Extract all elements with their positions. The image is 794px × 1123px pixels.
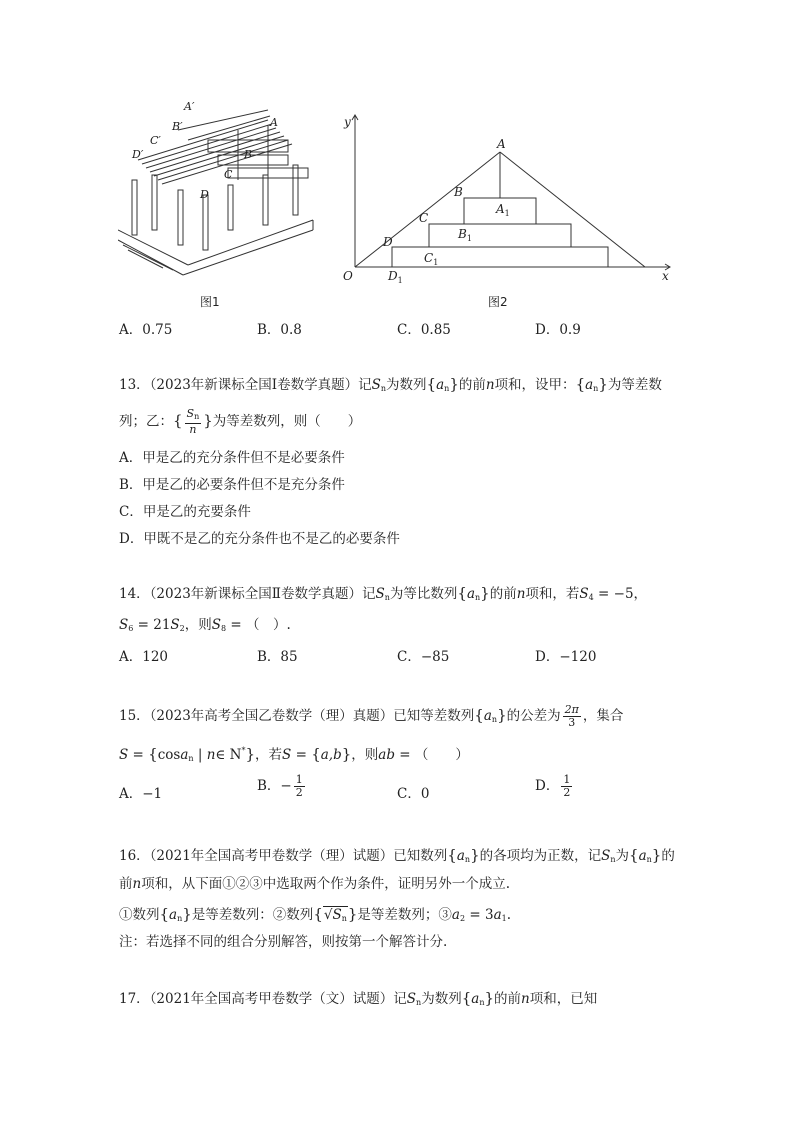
- fig1-label-D-prime: D′: [132, 148, 144, 161]
- q16-line-3: ①数列$\{a_n\}$是等差数列：②数列$\{√S_n\}$是等差数列；$③a_2 = 3a_1$.: [119, 905, 512, 923]
- q14-option-a: A．120: [119, 649, 169, 665]
- fig1-label-B: B: [244, 148, 253, 161]
- q12-options: [119, 318, 699, 340]
- q13-option-c: C．甲是乙的充要条件: [119, 504, 251, 520]
- q12-option-d: D．0.9: [535, 322, 581, 338]
- fig2-point-D: D: [383, 235, 393, 249]
- q13-option-d: D．甲既不是乙的充分条件也不是乙的必要条件: [119, 531, 400, 547]
- fig2-axis-x: x: [662, 269, 669, 283]
- fig2-point-B1: $B_1$: [458, 227, 472, 243]
- fig1-label-C-prime: C′: [150, 134, 161, 147]
- q14-option-b: B．85: [257, 649, 298, 665]
- q14-line-2: $S_6 = 21S_2$，则$S_8$ = （ ）.: [119, 617, 291, 633]
- q13-option-a: A．甲是乙的充分条件但不是必要条件: [119, 450, 345, 466]
- q14-options: [119, 645, 699, 667]
- q15-option-d: D． $\frac{1}{2}$: [535, 773, 571, 799]
- fig1-label-A: A: [270, 116, 278, 129]
- q16-line-1: 16．（2021年全国高考甲卷数学（理）试题）已知数列$\{a_n\}$的各项均为正数，记$S_n$为$\{a_n\}$的: [119, 846, 675, 864]
- fig2-point-B: B: [454, 185, 463, 199]
- fig2-point-A: A: [497, 137, 506, 151]
- q13-line-1: 13．（2023年新课标全国Ⅰ卷数学真题）记$S_n$为数列$\{a_n\}$的前n项和，设甲：$\{a_n\}$为等差数: [119, 375, 662, 393]
- fig1-label-B-prime: B′: [172, 120, 183, 133]
- q14-line-1: 14．（2023年新课标全国Ⅱ卷数学真题）记$S_n$为等比数列$\{a_n\}$的前n项和，若$S_4 = -5$，: [119, 584, 648, 602]
- fig1-label-D: D: [200, 188, 209, 201]
- q15-line-1: 15．（2023年高考全国乙卷数学（理）真题）已知等差数列$\{a_n\}$的公差为 $\frac{2\pi}{3}$ ，集合: [119, 703, 624, 729]
- figure-2-diagram: [340, 112, 680, 287]
- figure-2-caption: 图2: [488, 295, 508, 309]
- q16-note: 注：若选择不同的组合分别解答，则按第一个解答计分.: [119, 934, 448, 950]
- q12-option-b: B．0.8: [257, 322, 302, 338]
- fig2-point-C: C: [419, 211, 429, 225]
- q12-option-c: C．0.85: [397, 322, 451, 338]
- q15-option-a: A．−1: [119, 786, 163, 802]
- q14-option-d: D．−120: [535, 649, 597, 665]
- q15-option-b: B．− $\frac{1}{2}$: [257, 773, 303, 799]
- fig1-label-C: C: [224, 168, 233, 181]
- fig2-origin: O: [343, 269, 353, 283]
- fig2-axis-y: y: [344, 115, 351, 129]
- fig2-point-D1: $D_1$: [388, 269, 403, 285]
- q13-option-b: B．甲是乙的必要条件但不是充分条件: [119, 477, 345, 493]
- q16-line-2: 前n项和，从下面①②③中选取两个作为条件，证明另外一个成立.: [119, 876, 510, 892]
- fig1-label-A-prime: A′: [184, 100, 195, 113]
- figure-1-caption: 图1: [200, 295, 220, 309]
- q17-line-1: 17．（2021年全国高考甲卷数学（文）试题）记$S_n$为数列$\{a_n\}$的前n项和，已知: [119, 989, 598, 1007]
- q15-line-2: S = {cosa$_n$ | n∈ N*}，若S = {a,b}，则ab = （ ）: [119, 745, 469, 763]
- q13-line-2: 列；乙：{ $\frac{S_n}{n}$ }为等差数列，则（ ）: [119, 407, 362, 436]
- q12-option-a: A．0.75: [119, 322, 173, 338]
- q15-options: [119, 773, 699, 810]
- fig2-point-C1: $C_1$: [424, 251, 439, 267]
- figure-1-building: [118, 100, 318, 280]
- q14-option-c: C．−85: [397, 649, 450, 665]
- fig2-point-A1: $A_1$: [496, 202, 510, 218]
- q15-option-c: C．0: [397, 786, 430, 802]
